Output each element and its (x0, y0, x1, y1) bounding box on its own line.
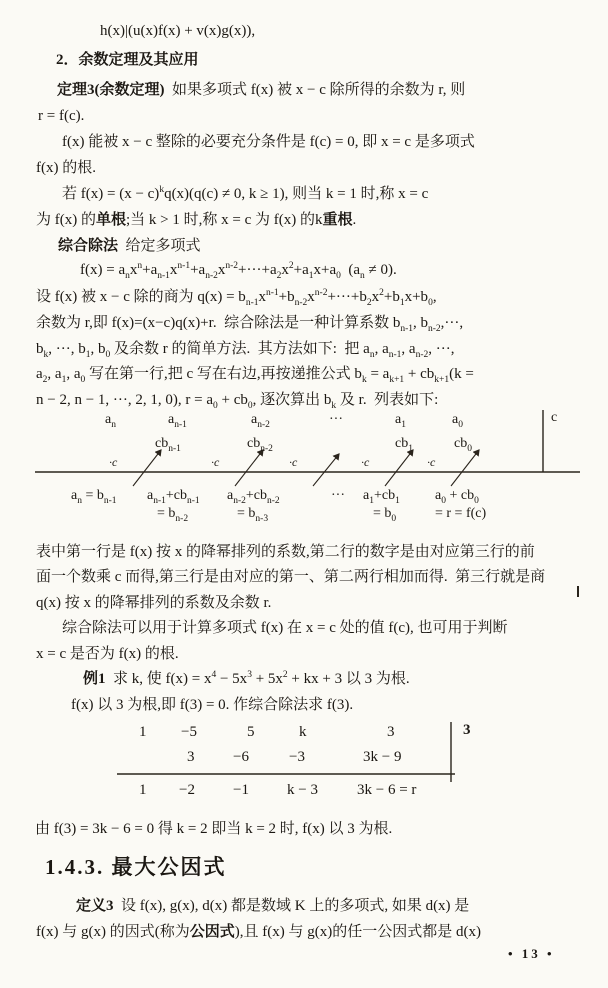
num-sum-remainder: 3k − 6 = r (357, 782, 417, 798)
mult-c-label: ·c (427, 455, 436, 469)
num-coef-3: 5 (247, 724, 255, 740)
paragraph-table-explain-l2: 面一个数乘 c 而得,第三行是由对应的第一、第二两行相加而得. 第三行就是商 (36, 569, 546, 585)
paragraph-multiplicity-l2 (36, 211, 356, 230)
sum-col6: $a_0 + cb_0$ (435, 488, 479, 506)
scan-artifact-mark (577, 586, 579, 597)
mult-c-label: ·c (361, 455, 370, 469)
example1-text: 求 k, 使 $f(x) = x^4 - 5x^3 + 5x^2$ + kx + 3 以 3 为根. (105, 670, 410, 687)
coef-dots: ··· (329, 412, 343, 427)
synthetic-division-intro (58, 237, 201, 256)
sum-col2: $a_{n-1}+cb_{n-1}$ (147, 488, 200, 506)
paragraph-quotient-l3: $b_k$, ···, $b_1$, $b_0$ 及余数 r 的简单方法. 其方法如下: 把 $a_n$, $a_{n-1}$, $a_{n-2}$, ···, (36, 341, 455, 360)
coef-an2: $a_{n-2}$ (251, 412, 270, 430)
divisor-c: c (551, 410, 558, 425)
paragraph-usage-l2: x = c 是否为 f(x) 的根. (36, 646, 179, 662)
paragraph-necessary-condition-l1: f(x) 能被 x − c 整除的必要充分条件是 f(c) = 0, 即 x = c 是多项式 (62, 134, 475, 150)
sum-dots: ··· (331, 488, 345, 503)
paragraph-quotient-l2: 余数为 r,即 f(x)=(x−c)q(x)+r. 综合除法是一种计算系数 $b_{n-1}$, $b_{n-2},\cdot\cdot\cdot$, (36, 315, 464, 334)
paragraph-quotient-l4: $a_2$, $a_1$, $a_0$ 写在第一行,把 c 写在右边,再按递推公式 $b_k = a_{k+1} + cb_{k+1}(k$ = (36, 366, 474, 385)
num-coef-5: 3 (387, 724, 395, 740)
num-sum-2: −2 (179, 782, 195, 798)
term-simple-root: 单根 (96, 212, 127, 228)
num-divisor: 3 (463, 722, 471, 738)
definition3-line (76, 897, 469, 916)
num-sum-4: k − 3 (287, 782, 318, 798)
formula-divisibility: h(x)|(u(x)f(x) + v(x)g(x)), (100, 23, 256, 39)
theorem3-line (57, 81, 465, 100)
multiplicity-seg3: . (352, 212, 357, 228)
coef-a1: $a_1$ (395, 412, 406, 430)
subsection-heading-remainder-theorem: 2．余数定理及其应用 (56, 52, 199, 68)
num-coef-2: −5 (181, 724, 197, 740)
paragraph-usage-l1: 综合除法可以用于计算多项式 f(x) 在 x = c 处的值 f(c), 也可用于判断 (62, 620, 508, 636)
theorem3-label: 定理3(余数定理) (57, 82, 165, 98)
multiplicity-seg2: ;当 k > 1 时,称 x = c 为 f(x) 的k (126, 212, 323, 228)
coef-a0: $a_0$ (452, 412, 463, 430)
definition3-label: 定义3 (76, 898, 114, 914)
paragraph-table-explain-l1: 表中第一行是 f(x) 按 x 的降幂排列的系数,第二行的数字是由对应第三行的前 (36, 544, 535, 560)
synthetic-division-text: 给定多项式 (118, 238, 201, 254)
eq-remainder: = r = f(c) (435, 506, 487, 521)
example1-label: 例1 (83, 671, 106, 687)
num-prod-3: −3 (289, 749, 305, 765)
num-sum-3: −1 (233, 782, 249, 798)
definition3-text: 设 f(x), g(x), d(x) 都是数域 K 上的多项式, 如果 d(x) 是 (113, 898, 470, 914)
multiplicity-seg1: 为 f(x) 的 (36, 212, 96, 228)
term-common-factor: 公因式 (189, 924, 235, 940)
paragraph-quotient-l1: 设 f(x) 被 x − c 除的商为 $q(x) = b_{n-1}x^{n-1}+b_{n-2}x^{n-2}+\cdot\cdot\cdot+b_2x^2+b_1x+b_0$, (36, 288, 437, 308)
theorem3-conclusion: r = f(c). (38, 108, 85, 124)
sum-col3: $a_{n-2}+cb_{n-2}$ (227, 488, 280, 506)
sum-col5: $a_1+cb_1$ (363, 488, 400, 506)
page-number: • 13 • (508, 946, 555, 961)
definition3-seg2: ),且 f(x) 与 g(x)的任一公因式都是 d(x) (234, 924, 481, 940)
mult-c-label: ·c (289, 455, 298, 469)
synthetic-division-label: 综合除法 (58, 238, 119, 254)
synthetic-division-general-table (35, 408, 580, 530)
section-heading-gcd: 1.4.3. 最大公因式 (45, 855, 227, 879)
mult-c-label: ·c (109, 455, 118, 469)
prod-cbn2: $cb_{n-2}$ (247, 436, 273, 454)
example1-line (83, 670, 410, 689)
eq-bn3: = $b_{n-3}$ (237, 506, 269, 524)
num-prod-4: 3k − 9 (363, 749, 402, 765)
example1-solution-intro: f(x) 以 3 为根,即 f(3) = 0. 作综合除法求 f(3). (71, 697, 354, 713)
mult-c-label: ·c (211, 455, 220, 469)
paragraph-multiplicity-l1: 若 $f(x) = (x - c)^kq(x)(q(c) \ne 0$, k ≥ 1), 则当 k = 1 时,称 x = c (62, 185, 429, 202)
paragraph-necessary-condition-l2: f(x) 的根. (36, 160, 96, 176)
prod-cbn1: $cb_{n-1}$ (155, 436, 181, 454)
num-prod-2: −6 (233, 749, 249, 765)
prod-cb1: $cb_1$ (395, 436, 413, 454)
num-prod-1: 3 (187, 749, 195, 765)
paragraph-table-explain-l3: q(x) 按 x 的降幂排列的系数及余数 r. (36, 595, 272, 611)
definition3-seg1: f(x) 与 g(x) 的因式(称为 (36, 924, 190, 940)
num-coef-4: k (299, 724, 307, 740)
example1-conclusion: 由 f(3) = 3k − 6 = 0 得 k = 2 即当 k = 2 时, f(x) 以 3 为根. (35, 821, 393, 837)
eq-b0: = $b_0$ (373, 506, 397, 524)
formula-polynomial-f: $f(x) = a_nx^n+a_{n-1}x^{n-1}+a_{n-2}x^{n-2}+\cdot\cdot\cdot+a_2x^2+a_1x+a_0$ $(a_n \ne 0)$. (80, 261, 397, 281)
definition3-line2 (36, 923, 481, 942)
coef-an1: $a_{n-1}$ (168, 412, 187, 430)
num-sum-1: 1 (139, 782, 147, 798)
theorem3-text: 如果多项式 f(x) 被 x − c 除所得的余数为 r, 则 (164, 82, 466, 98)
eq-bn2: = $b_{n-2}$ (157, 506, 189, 524)
synthetic-division-numeric-table (35, 720, 580, 810)
sum-bn1: $a_n = b_{n-1}$ (71, 488, 117, 506)
coef-an: $a_n$ (105, 412, 116, 430)
prod-cb0: $cb_0$ (454, 436, 472, 454)
term-multiple-root: 重根 (322, 212, 353, 228)
num-coef-1: 1 (139, 724, 147, 740)
paragraph-quotient-l5: n − 2, n − 1, ···, 2, 1, 0), $r = a_0 + cb_0$, 逐次算出 $b_k$ 及 r. 列表如下: (36, 392, 439, 411)
